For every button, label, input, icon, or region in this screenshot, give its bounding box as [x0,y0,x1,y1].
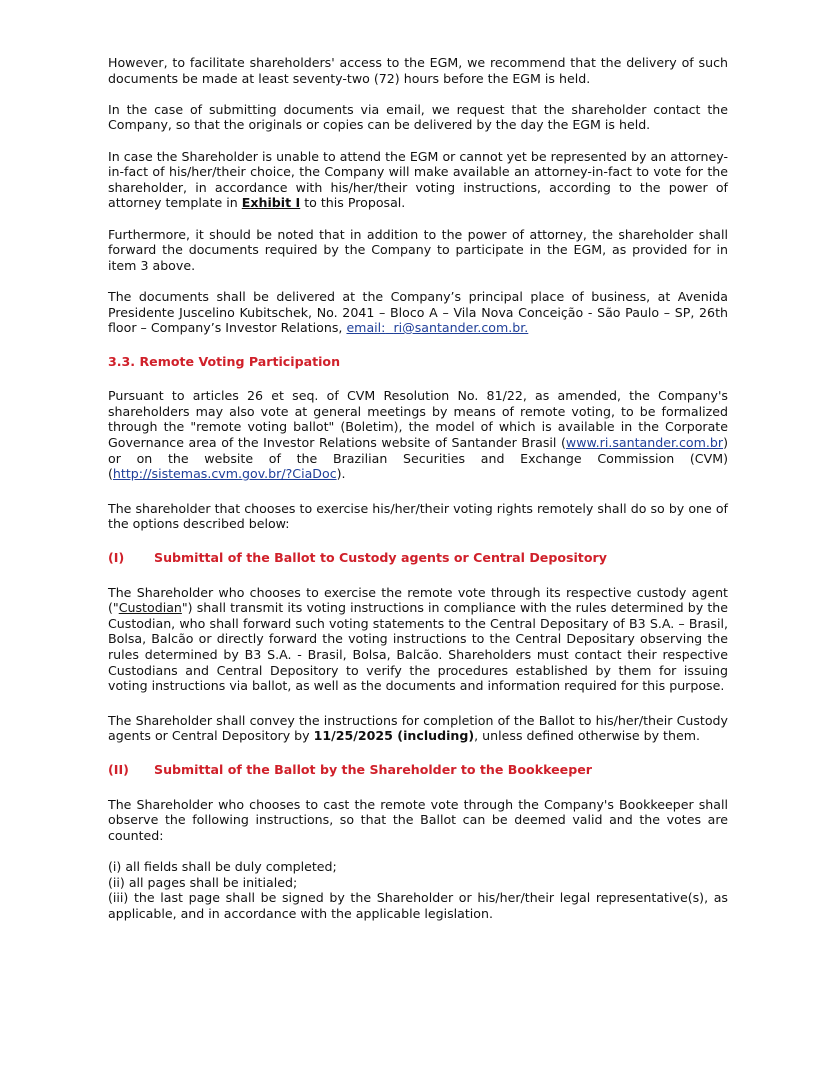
document-body [108,55,728,921]
paragraph-bookkeeper: The Shareholder who chooses to cast the remote vote through the Company's Bookkeeper shall observe the following instructions, so that the Ballot can be deemed valid and the votes are counted: [108,796,728,843]
section-heading-remote-voting: 3.3. Remote Voting Participation [108,353,341,369]
ri-website-link[interactable]: www.ri.santander.com.br [565,435,724,451]
deadline-date: 11/25/2025 (including) [313,728,475,744]
paragraph-documents-required: Furthermore, it should be noted that in addition to the power of attorney, the shareholder shall forward the documents required by the Company to participate in the EGM, as provided for in item 3 above. [108,226,728,273]
cvm-website-link[interactable]: http://sistemas.cvm.gov.br/?CiaDoc [112,466,337,482]
paragraph-attorney-in-fact: In case the Shareholder is unable to attend the EGM or cannot yet be represented by an attorney-in-fact of his/her/their choice, the Company will make available an attorney-in-fact to vote for the shareholder, in accordance with his/her/their voting instructions, according to the power of attorney template in Exhibit I to this Proposal. [108,148,728,211]
paragraph-custodian: The Shareholder who chooses to exercise the remote vote through its respective custody agent ("Custodian") shall transmit its voting instructions in compliance with the rules determined by the Custodian, who shall forward such voting statements to the Central Depositary of B3 S.A. – Brasil, Bolsa, Balcão or directly forward the voting instructions to the Central Depositary observing the rules determined by B3 S.A. - Brasil, Bolsa, Balcão. Shareholders must contact their respective Custodians and Central Depository to verify the procedures established by them for issuing voting instructions via ballot, as well as the documents and information required for this purpose. [108,584,728,694]
paragraph-egm-delivery: However, to facilitate shareholders' access to the EGM, we recommend that the delivery of such documents be made at least seventy-two (72) hours before the EGM is held. [108,55,728,86]
paragraph-deadline: The Shareholder shall convey the instructions for completion of the Ballot to his/her/their Custody agents or Central Depository by 11/25/2025 (including), unless defined otherwise by them. [108,712,728,744]
email-link[interactable]: email: ri@santander.com.br. [346,320,529,336]
custodian-term: Custodian [118,600,182,616]
subheading-number: (I) [108,550,125,566]
subheading-bookkeeper [108,762,728,778]
paragraph-email-submission: In the case of submitting documents via email, we request that the shareholder contact the Company, so that the originals or copies can be delivered by the day the EGM is held. [108,101,728,133]
exhibit-reference: Exhibit I [241,195,301,211]
list-item: (iii) the last page shall be signed by the Shareholder or his/her/their legal representative(s), as applicable, and in accordance with the applicable legislation. [108,890,728,921]
list-item: (ii) all pages shall be initialed; [108,874,298,890]
subheading-custody-agents [108,550,728,566]
paragraph-voting-options: The shareholder that chooses to exercise his/her/their voting rights remotely shall do so by one of the options described below: [108,500,728,532]
instructions-list [108,859,728,921]
subheading-number: (II) [108,761,129,777]
subheading-title: Submittal of the Ballot by the Shareholder to the Bookkeeper [154,761,592,777]
subheading-title: Submittal of the Ballot to Custody agents or Central Depository [154,550,607,566]
paragraph-delivery-address: The documents shall be delivered at the Company’s principal place of business, at Avenida Presidente Juscelino Kubitschek, No. 2041 – Bloco A – Vila Nova Conceição - São Paulo – SP, 26th floor – Company’s Investor Relations, email: ri@santander.com.br. [108,288,728,336]
list-item: (i) all fields shall be duly completed; [108,858,337,874]
paragraph-remote-voting: Pursuant to articles 26 et seq. of CVM Resolution No. 81/22, as amended, the Company's shareholders may also vote at general meetings by means of remote voting, to be formalized through the "remote voting ballot" (Boletim), the model of which is available in the Corporate Governance area of the Investor Relations website of Santander Brasil (www.ri.santander.com.br) or on the website of the Brazilian Securities and Exchange Commission (CVM) (http://sistemas.cvm.gov.br/?CiaDoc). [108,388,728,482]
